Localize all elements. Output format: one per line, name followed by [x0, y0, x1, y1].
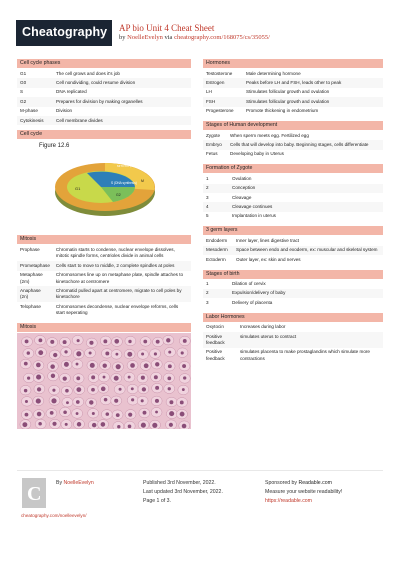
nucleus [169, 400, 173, 404]
footer-updated: Last updated 3rd November, 2022. [143, 489, 223, 495]
row-key: Oxytocin [206, 324, 224, 330]
row-value: Division [56, 108, 73, 114]
nucleus [115, 353, 118, 356]
row-value: Delivery of placenta [232, 299, 273, 305]
row-key: G2 [17, 97, 53, 106]
sheet-title: AP bio Unit 4 Cheat Sheet [119, 23, 215, 33]
nucleus [76, 412, 79, 415]
row-key: Prophase [20, 246, 40, 252]
row-value: Cleavage continues [229, 202, 383, 211]
row-value: Outer layer, ex: skin and nerves [236, 256, 301, 262]
nucleus [25, 400, 28, 403]
row-key: Fetus [206, 151, 218, 157]
table-row [203, 202, 383, 211]
table-row [17, 107, 191, 116]
zygote-formation-table [203, 174, 383, 221]
mitosis-table [17, 245, 191, 318]
nucleus [63, 377, 67, 381]
row-key: Progesterone [206, 108, 234, 114]
row-key: LH [206, 89, 212, 95]
section-title: Labor Hormones [203, 313, 383, 322]
m-label: M [141, 179, 144, 184]
cheatography-logo[interactable] [16, 20, 112, 46]
nucleus [142, 387, 146, 391]
nucleus [36, 399, 41, 404]
section-title: Formation of Zygote [203, 164, 383, 173]
nucleus [76, 387, 81, 392]
nucleus [183, 339, 187, 343]
table-row [17, 286, 191, 302]
row-key: G0 [17, 78, 53, 87]
g2-label: G2 [116, 193, 121, 198]
table-row [203, 88, 383, 97]
avatar-letter: C [27, 483, 42, 505]
footer-author-link[interactable]: NoelleEvelyn [63, 480, 94, 486]
nucleus [25, 340, 29, 344]
nucleus [128, 340, 131, 343]
section-cell-cycle [17, 130, 191, 230]
row-key: 5 [206, 213, 209, 219]
row-key: FSH [203, 97, 243, 106]
nucleus [64, 350, 67, 353]
nucleus [182, 424, 187, 429]
row-key: Metaphase (2m) [20, 272, 43, 284]
row-value: Male determining hormone [246, 70, 301, 76]
nucleus [101, 387, 106, 392]
row-value: The cell grows and does it's job [56, 70, 120, 76]
nucleus [51, 374, 55, 378]
nucleus [24, 389, 27, 392]
table-row [203, 69, 383, 78]
row-value: Cells start to move to middle, 2 complete spindles at poles [53, 261, 191, 270]
row-value: Peaks before LH and FSH, leads other to peak [243, 78, 383, 87]
nucleus [103, 339, 107, 343]
table-row [203, 78, 383, 87]
nucleus [76, 377, 80, 381]
footer-sponsor: Sponsored by Readable.com [265, 480, 332, 486]
nucleus [114, 376, 119, 381]
nucleus [182, 364, 186, 368]
row-key: 2 [203, 184, 229, 193]
nucleus [128, 376, 131, 379]
row-key: 3 [206, 194, 209, 200]
section-title: Mitosis [17, 235, 191, 244]
sheet-url-link[interactable]: cheatography.com/168075/cs/35055/ [174, 34, 270, 41]
nucleus [22, 422, 27, 427]
nucleus [116, 413, 120, 417]
row-value: Promote thickening in endometrium [246, 108, 319, 114]
footer-divider [17, 470, 383, 471]
nucleus [101, 422, 106, 427]
row-key: Zygote [206, 132, 221, 138]
section-title: Stages of Human development [203, 121, 383, 130]
cell-cycle-phases-table [17, 69, 191, 125]
nucleus [27, 377, 30, 380]
nucleus [141, 376, 145, 380]
nucleus [155, 411, 158, 414]
row-value: Stimulates follicular growth and ovulation [243, 97, 383, 106]
row-key: 4 [203, 202, 229, 211]
row-value: When sperm meets egg. Fertilized egg [230, 132, 309, 138]
row-key: Positive feedback [206, 349, 225, 361]
micrograph-cells [17, 333, 191, 429]
row-value: Increases during labor [240, 324, 286, 330]
nucleus [77, 339, 80, 342]
birth-stages-table [203, 280, 383, 308]
nucleus [182, 388, 185, 391]
row-key: Testosterone [206, 70, 233, 76]
row-key: M-phase [20, 108, 38, 114]
nucleus [166, 338, 170, 342]
row-key: 3 [206, 299, 209, 305]
section-mitosis-image [17, 323, 191, 429]
table-row [203, 140, 383, 149]
table-row [17, 69, 191, 78]
nucleus [114, 399, 118, 403]
row-value: DNA replicated [56, 89, 87, 95]
row-key: G1 [20, 70, 27, 76]
nucleus [24, 362, 28, 366]
nucleus [91, 388, 95, 392]
row-key: Estrogen [203, 78, 243, 87]
sponsor-url-link[interactable]: https://readable.com [265, 498, 313, 504]
labor-hormones-table [203, 323, 383, 364]
nucleus [130, 363, 135, 368]
nucleus [52, 422, 56, 426]
table-row [203, 97, 383, 106]
footer-author-url[interactable]: cheatography.com/noelleevelyn/ [21, 513, 87, 518]
nucleus [131, 398, 134, 401]
nucleus [128, 413, 132, 417]
nucleus [50, 364, 55, 369]
row-value: Cell membrane divides [53, 116, 191, 125]
table-row [203, 212, 383, 221]
row-key: Ectoderm [206, 256, 226, 262]
nucleus [180, 412, 185, 417]
nucleus [76, 363, 79, 366]
avatar [22, 478, 46, 508]
section-title: Cell cycle phases [17, 59, 191, 68]
nucleus [141, 423, 146, 428]
nucleus [155, 399, 159, 403]
sheet-byline: by NoelleEvelyn via cheatography.com/168075/cs/35055/ [119, 34, 270, 41]
table-row [203, 280, 383, 289]
nucleus [50, 340, 54, 344]
row-key: 1 [206, 175, 209, 181]
nucleus [92, 423, 96, 427]
section-title: Hormones [203, 59, 383, 68]
nucleus [89, 352, 92, 355]
nucleus [38, 350, 43, 355]
mitosis-micrograph [17, 333, 191, 429]
section-human-development [203, 121, 383, 159]
table-row [203, 131, 383, 140]
table-row [17, 271, 191, 287]
row-value: Chromosomes line up on metaphase plate, spindle attaches to kinetochore at centromere [55, 272, 184, 284]
s-phase-label: S (DNA synthesis) [111, 181, 137, 186]
germ-layers-table [203, 236, 383, 264]
nucleus [117, 425, 120, 428]
nucleus [128, 425, 132, 429]
section-birth-stages [203, 270, 383, 308]
table-row [17, 245, 191, 261]
row-value: Implantation in uterus [232, 213, 276, 219]
nucleus [36, 363, 41, 368]
left-column [17, 59, 191, 429]
row-value: Cell nondividing, could resume division [53, 78, 191, 87]
section-germ-layers [203, 226, 383, 264]
row-value: Prepares for division by making organelles [53, 97, 191, 106]
nucleus [76, 351, 81, 356]
nucleus [50, 411, 54, 415]
table-row [17, 78, 191, 87]
sponsor-tagline: Measure your website readability! [265, 489, 343, 495]
nucleus [89, 341, 93, 345]
table-row [203, 236, 383, 245]
table-row [203, 323, 383, 332]
nucleus [36, 375, 41, 380]
row-key: Positive feedback [203, 332, 237, 348]
nucleus [39, 339, 43, 343]
nucleus [105, 352, 109, 356]
nucleus [119, 388, 122, 391]
section-hormones [203, 59, 383, 116]
nucleus [63, 411, 67, 415]
nucleus [92, 412, 95, 415]
row-value: Space between endo and exoderm, ex: muscular and skeletal system [233, 246, 383, 255]
nucleus [91, 375, 95, 379]
nucleus [167, 377, 171, 381]
table-row [203, 348, 383, 364]
section-title: Cell cycle [17, 130, 191, 139]
page-header [0, 0, 400, 48]
row-key: Prometaphase [17, 261, 53, 270]
nucleus [51, 398, 56, 403]
table-row [17, 302, 191, 318]
right-column [203, 59, 383, 364]
table-row [203, 184, 383, 193]
section-zygote-formation [203, 164, 383, 221]
table-row [203, 332, 383, 348]
nucleus [103, 376, 106, 379]
nucleus [154, 352, 157, 355]
nucleus [64, 362, 69, 367]
section-title: Mitosis [17, 323, 191, 332]
footer-page: Page 1 of 3. [143, 498, 171, 504]
nucleus [63, 340, 67, 344]
nucleus [181, 352, 184, 355]
nucleus [53, 353, 57, 357]
nucleus [66, 401, 69, 404]
section-labor-hormones [203, 313, 383, 364]
cell-cycle-diagram [17, 140, 191, 230]
row-value: Developing baby in Uterus [230, 151, 284, 157]
nucleus [144, 363, 149, 368]
row-value: Ovulation [232, 175, 252, 181]
nucleus [114, 339, 119, 344]
table-row [203, 193, 383, 202]
nucleus [155, 362, 159, 366]
table-row [203, 298, 383, 307]
row-value: Dilation of cervix [232, 281, 266, 286]
footer-published: Published 3rd November, 2022. [143, 480, 216, 486]
table-row [203, 150, 383, 159]
nucleus [127, 352, 132, 357]
row-value: Cleavage [232, 194, 252, 200]
nucleus [103, 364, 107, 368]
nucleus [37, 412, 42, 417]
row-value: Chromosomes decondense, nuclear envelope reforms, cells start seperating [55, 303, 179, 316]
row-value: Conception [229, 184, 383, 193]
author-link[interactable]: NoelleEvelyn [127, 34, 163, 41]
row-value: Chromatin starts to condense, nuclear envelope dissolves, mitotic spindle forms, centrioles divide in animal cells [55, 246, 175, 259]
table-row [17, 97, 191, 106]
section-title: Stages of birth [203, 270, 383, 279]
page-footer [0, 470, 400, 566]
row-value: simulates placenta to make prostaglandins which simulate more contractions [240, 349, 370, 361]
row-key: 2 [203, 289, 229, 298]
nucleus [168, 364, 172, 368]
table-row [203, 255, 383, 264]
nucleus [90, 363, 95, 368]
nucleus [183, 376, 186, 379]
row-value: Inner layer, lines digestive tract [236, 237, 300, 243]
nucleus [168, 351, 171, 354]
nucleus [25, 413, 29, 417]
row-value: Expulsion/delivery of baby [229, 289, 383, 298]
row-value: simulates uterus to contract [237, 332, 383, 348]
table-row [17, 261, 191, 270]
nucleus [116, 364, 121, 369]
table-row [17, 116, 191, 125]
nucleus [180, 401, 184, 405]
nucleus [152, 423, 157, 428]
section-mitosis [17, 235, 191, 318]
human-development-table [203, 131, 383, 159]
nucleus [155, 386, 159, 390]
row-value: Cells that will develop into baby. Beginning stages, cells differentiate [227, 140, 383, 149]
nucleus [143, 411, 147, 415]
row-value: Stimulates follicular growth and ovulation [246, 89, 330, 95]
footer-author: By NoelleEvelyn [56, 480, 94, 486]
figure-label: Figure 12.6 [39, 143, 70, 150]
hormones-table [203, 69, 383, 116]
row-key: Anaphase (2n) [17, 286, 53, 302]
table-row [203, 174, 383, 183]
row-key: Cytokinesis [17, 116, 53, 125]
nucleus [77, 422, 81, 426]
table-row [203, 289, 383, 298]
nucleus [37, 387, 41, 391]
nucleus [27, 352, 30, 355]
nucleus [65, 423, 68, 426]
section-cell-cycle-phases [17, 59, 191, 125]
row-key: Mesoderm [203, 246, 233, 255]
row-key: Endoderm [206, 237, 228, 243]
row-key: Embryo [203, 140, 227, 149]
nucleus [169, 411, 174, 416]
nucleus [169, 423, 173, 427]
g1-label: G1 [75, 186, 81, 192]
row-key: S [20, 89, 24, 95]
table-row [203, 246, 383, 255]
table-row [203, 107, 383, 116]
nucleus [104, 398, 108, 402]
row-key: Telophase [20, 303, 41, 309]
mitotic-label: MITOTIC (M) PHASE [117, 164, 146, 169]
nucleus [131, 387, 134, 390]
nucleus [168, 387, 171, 390]
nucleus [89, 400, 93, 404]
nucleus [156, 340, 160, 344]
brand-name: Cheatography [22, 25, 108, 39]
sponsor-link[interactable]: Readable.com [298, 480, 332, 486]
cell-cycle-figure [17, 140, 191, 230]
table-row [17, 88, 191, 97]
section-title: 3 germ layers [203, 226, 383, 235]
nucleus [143, 340, 147, 344]
nucleus [141, 399, 144, 402]
nucleus [141, 353, 144, 356]
row-value: Chromatid pulled apart at centromere, migrate to cell poles by kinetochore [53, 286, 191, 302]
nucleus [52, 389, 55, 392]
nucleus [38, 422, 42, 426]
nucleus [76, 400, 80, 404]
nucleus [154, 375, 158, 379]
nucleus [65, 389, 69, 393]
nucleus [106, 412, 110, 416]
row-key: 1 [206, 281, 209, 286]
